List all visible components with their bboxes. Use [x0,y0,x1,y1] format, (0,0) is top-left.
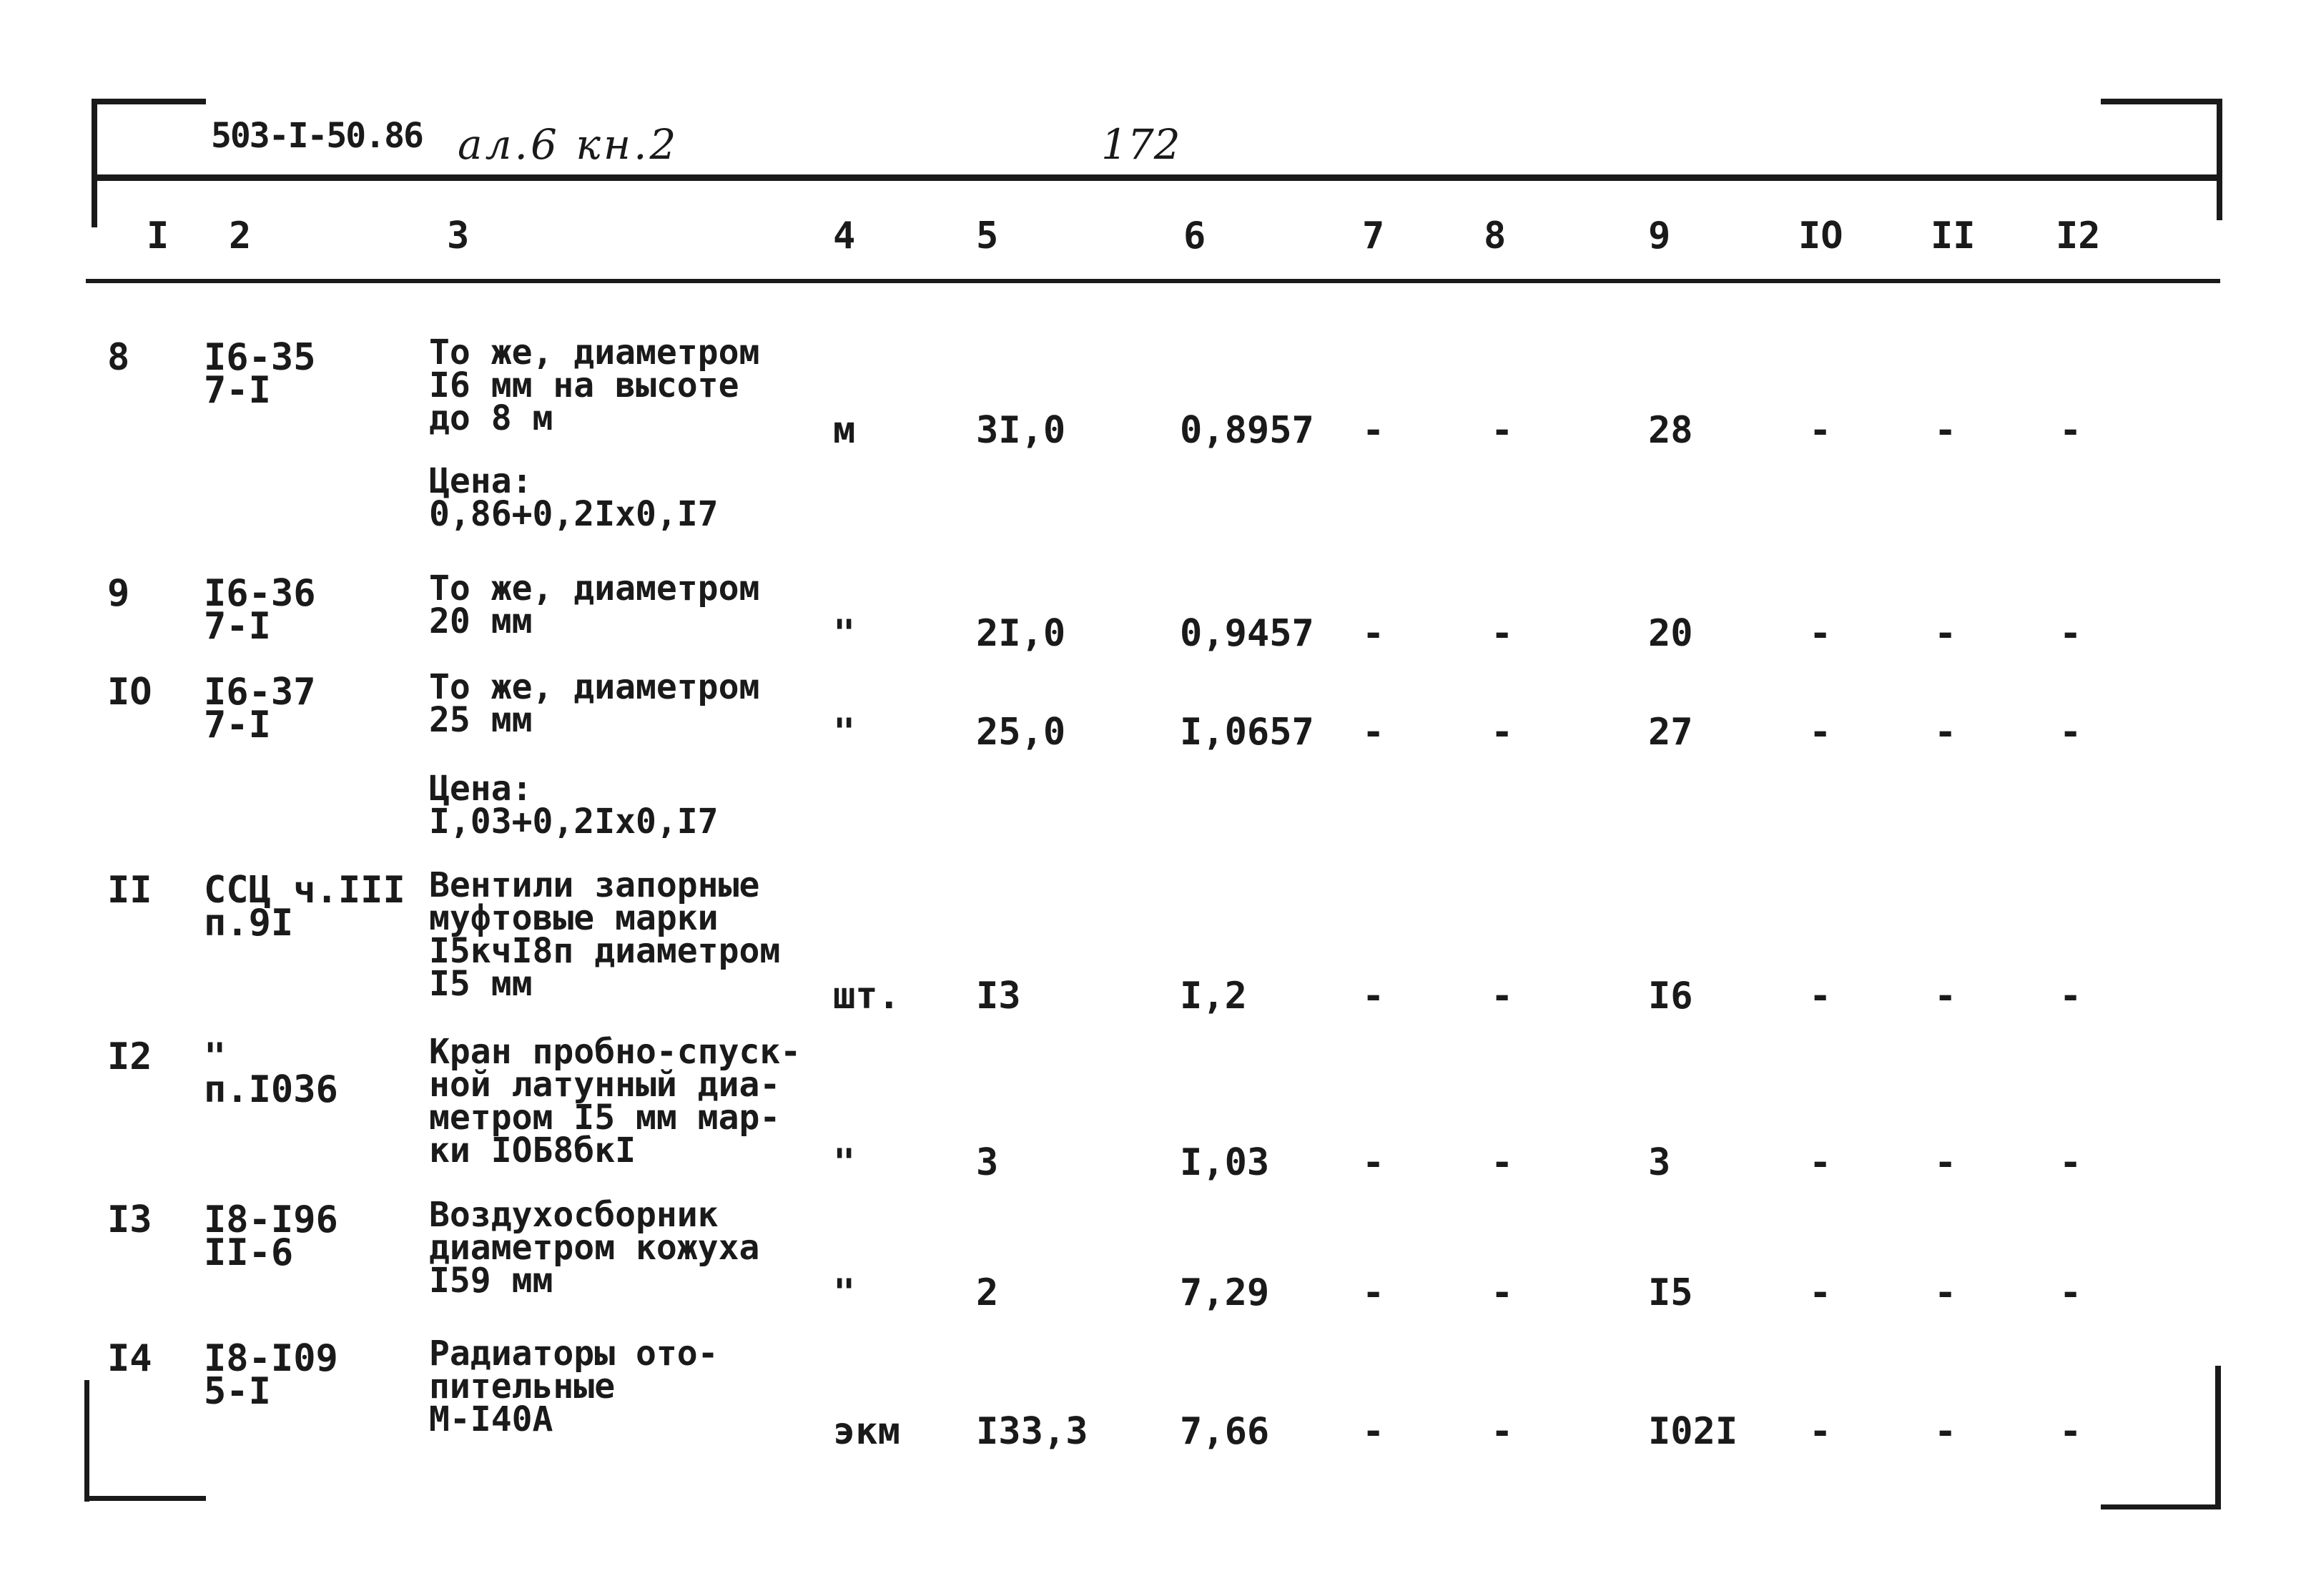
frame-bottom-left-h [84,1496,206,1501]
cell-c10: - [1809,612,1832,655]
cell-c11: - [1934,711,1957,754]
cell-c9: 20 [1648,612,1693,655]
work-description-line: ной латунный диа- [429,1065,781,1105]
work-description-line: Радиаторы ото- [429,1334,719,1374]
cell-c9: 28 [1648,409,1693,452]
unit-of-measure: " [833,1271,856,1314]
cell-c5: 2 [976,1271,999,1314]
norm-code: I8-I09 [204,1337,338,1380]
column-number: I2 [2056,215,2101,257]
row-number: II [107,869,152,912]
cell-c11: - [1934,975,1957,1018]
price-note-line: Цена: [429,769,533,809]
cell-c5: I3 [976,975,1021,1018]
column-number: I [147,215,169,257]
cell-c11: - [1934,1271,1957,1314]
cell-c8: - [1491,409,1514,452]
norm-code: п.9I [204,902,294,945]
norm-code: п.I036 [204,1068,338,1111]
work-description-line: муфтовые марки [429,898,719,938]
work-description-line: I5 мм [429,964,533,1004]
cell-c7: - [1362,711,1385,754]
cell-c12: - [2059,975,2082,1018]
work-description-line: 25 мм [429,700,533,740]
unit-of-measure: " [833,1141,856,1184]
norm-code: " [204,1035,227,1078]
row-number: I4 [107,1337,152,1380]
cell-c8: - [1491,975,1514,1018]
work-description-line: I59 мм [429,1261,553,1301]
cell-c5: 25,0 [976,711,1066,754]
cell-c7: - [1362,1271,1385,1314]
column-number: 2 [229,215,252,257]
work-description-line: I5кчI8п диаметром [429,931,781,971]
price-note-line: 0,86+0,2Ix0,I7 [429,494,719,534]
price-note-line: I,03+0,2Ix0,I7 [429,802,719,842]
unit-of-measure: экм [833,1410,900,1453]
work-description-line: метром I5 мм мар- [429,1098,781,1138]
cell-c5: 3I,0 [976,409,1066,452]
cell-c6: 7,29 [1180,1271,1270,1314]
norm-code: I6-36 [204,572,316,615]
cell-c8: - [1491,1410,1514,1453]
norm-code: I8-I96 [204,1198,338,1241]
row-number: 8 [107,336,130,379]
norm-code: II-6 [204,1231,294,1274]
unit-of-measure: " [833,612,856,655]
work-description-line: М-I40А [429,1399,553,1439]
frame-top-right-h [2101,99,2222,104]
cell-c7: - [1362,612,1385,655]
column-number: 4 [833,215,856,257]
row-number: IO [107,671,152,714]
column-number: 9 [1648,215,1671,257]
work-description-line: ки IOБ8бкI [429,1130,636,1171]
cell-c12: - [2059,1141,2082,1184]
work-description-line: То же, диаметром [429,568,760,609]
cell-c5: 3 [976,1141,999,1184]
frame-top-right-v [2217,99,2222,220]
work-description-line: То же, диаметром [429,667,760,707]
cell-c6: 0,8957 [1180,409,1314,452]
cell-c6: I,0657 [1180,711,1314,754]
page-number: 172 [1101,120,1181,169]
cell-c7: - [1362,409,1385,452]
cell-c9: I6 [1648,975,1693,1018]
work-description-line: То же, диаметром [429,332,760,373]
row-number: I2 [107,1035,152,1078]
frame-bottom-right-v [2215,1366,2221,1509]
work-description-line: до 8 м [429,398,553,438]
work-description-line: 20 мм [429,601,533,641]
cell-c12: - [2059,1271,2082,1314]
cell-c9: I02I [1648,1410,1738,1453]
frame-top-left-v [92,99,97,227]
work-description-line: диаметром кожуха [429,1228,760,1268]
row-number: 9 [107,572,130,615]
cell-c8: - [1491,1271,1514,1314]
work-description-line: Воздухосборник [429,1195,719,1235]
cell-c11: - [1934,409,1957,452]
column-number: IO [1798,215,1843,257]
norm-code: I6-37 [204,671,316,714]
column-number: 5 [976,215,999,257]
cell-c5: I33,3 [976,1410,1088,1453]
work-description-line: пительные [429,1366,616,1407]
header-rule [92,174,2222,181]
cell-c9: 3 [1648,1141,1671,1184]
cell-c6: 7,66 [1180,1410,1270,1453]
cell-c10: - [1809,975,1832,1018]
cell-c9: I5 [1648,1271,1693,1314]
work-description-line: I6 мм на высоте [429,365,739,405]
cell-c12: - [2059,711,2082,754]
norm-code: 7-I [204,369,271,412]
cell-c10: - [1809,409,1832,452]
cell-c10: - [1809,1410,1832,1453]
cell-c8: - [1491,612,1514,655]
price-note-line: Цена: [429,461,533,501]
work-description-line: Кран пробно-спуск- [429,1032,802,1072]
cell-c10: - [1809,1271,1832,1314]
cell-c11: - [1934,612,1957,655]
cell-c7: - [1362,1141,1385,1184]
column-number: 6 [1183,215,1206,257]
cell-c12: - [2059,612,2082,655]
album-number: ал.6 кн.2 [458,120,679,169]
column-number: 7 [1362,215,1385,257]
cell-c10: - [1809,1141,1832,1184]
cell-c7: - [1362,975,1385,1018]
cell-c7: - [1362,1410,1385,1453]
unit-of-measure: " [833,711,856,754]
column-number: 3 [447,215,470,257]
work-description-line: Вентили запорные [429,865,760,905]
frame-bottom-right-h [2101,1504,2221,1509]
cell-c5: 2I,0 [976,612,1066,655]
frame-bottom-left-v [84,1380,89,1502]
cell-c11: - [1934,1410,1957,1453]
unit-of-measure: шт. [833,975,900,1018]
norm-code: 7-I [204,704,271,747]
cell-c12: - [2059,409,2082,452]
row-number: I3 [107,1198,152,1241]
norm-code: 7-I [204,605,271,648]
column-number: 8 [1484,215,1507,257]
norm-code: I6-35 [204,336,316,379]
frame-top-left-h [92,99,206,104]
unit-of-measure: м [833,409,856,452]
norm-code: ССЦ ч.III [204,869,405,912]
cell-c9: 27 [1648,711,1693,754]
cell-c10: - [1809,711,1832,754]
document-code: 503-I-50.86 [211,116,423,156]
cell-c6: I,03 [1180,1141,1270,1184]
cell-c8: - [1491,1141,1514,1184]
cell-c12: - [2059,1410,2082,1453]
cell-c6: 0,9457 [1180,612,1314,655]
cell-c8: - [1491,711,1514,754]
column-number: II [1931,215,1976,257]
cell-c6: I,2 [1180,975,1247,1018]
norm-code: 5-I [204,1370,271,1413]
cell-c11: - [1934,1141,1957,1184]
column-header-rule [86,279,2220,283]
